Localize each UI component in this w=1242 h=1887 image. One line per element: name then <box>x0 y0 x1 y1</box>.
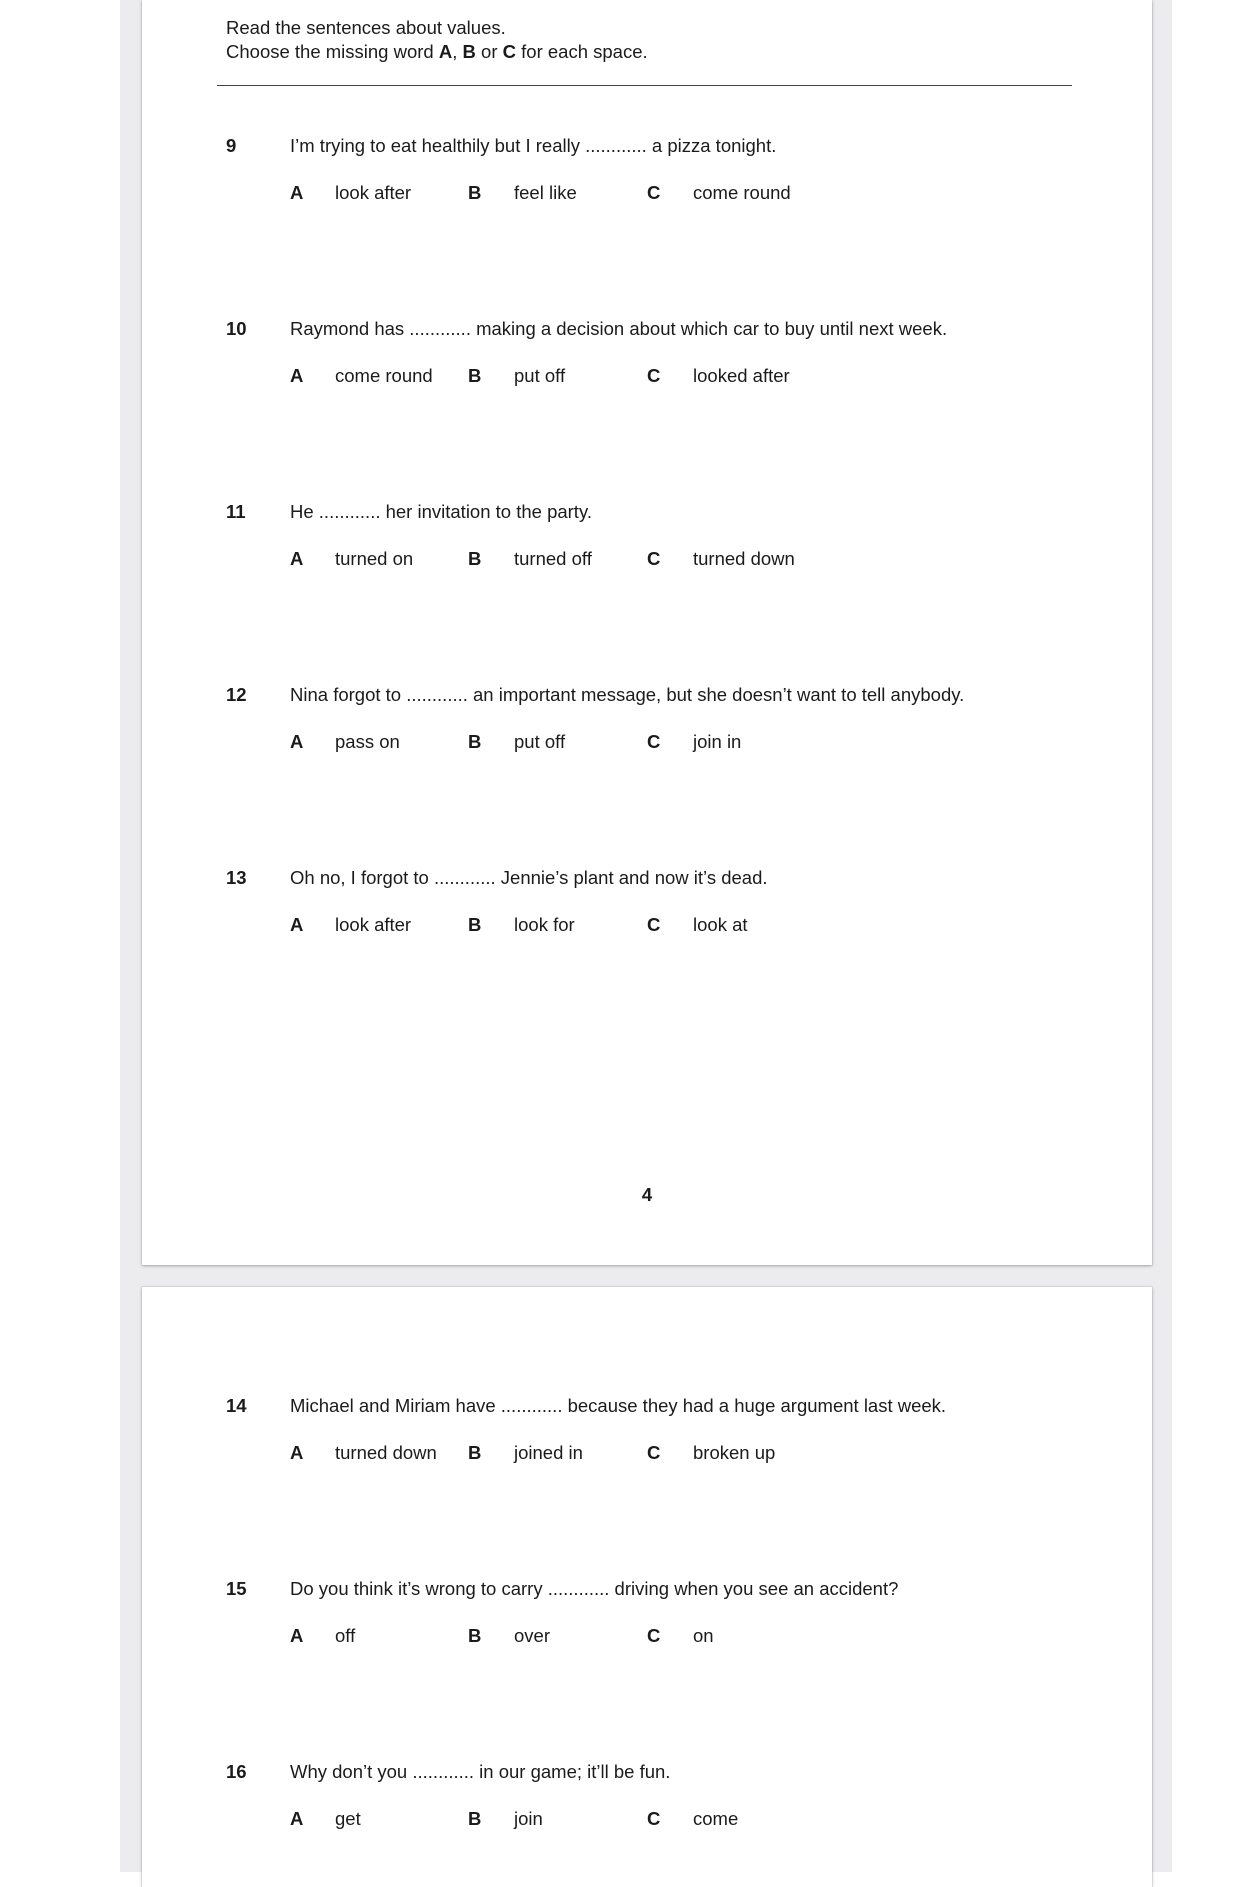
question-number: 11 <box>226 501 246 522</box>
question-number: 15 <box>226 1578 247 1599</box>
option-letter-c: C <box>647 914 661 935</box>
question-14 <box>142 1394 1152 1474</box>
question-11 <box>142 500 1152 580</box>
question-text: Oh no, I forgot to ............ Jennie’s plant and now it’s dead. <box>290 867 768 888</box>
option-letter-b: B <box>468 1625 482 1646</box>
document-page <box>142 1287 1152 1887</box>
instructions <box>226 16 648 64</box>
instruction-text: for each space. <box>516 41 648 62</box>
option-letter-a: A <box>290 731 304 752</box>
question-text: Why don’t you ............ in our game; it’ll be fun. <box>290 1761 671 1782</box>
option-c: come round <box>693 182 791 203</box>
instruction-text: or <box>475 41 503 62</box>
option-letter-c: C <box>647 731 661 752</box>
question-text: He ............ her invitation to the party. <box>290 501 592 522</box>
option-letter-c: C <box>647 548 661 569</box>
option-a: off <box>335 1625 356 1646</box>
option-b: joined in <box>514 1442 583 1463</box>
page-number: 4 <box>641 1184 653 1205</box>
option-letter-b: B <box>468 914 482 935</box>
divider <box>217 85 1072 86</box>
option-letter-b: B <box>468 548 482 569</box>
option-letter-b: B <box>468 731 482 752</box>
option-letter-a: A <box>290 365 304 386</box>
question-13 <box>142 866 1152 946</box>
option-letter-b: B <box>468 182 482 203</box>
option-b: look for <box>514 914 575 935</box>
option-c: looked after <box>693 365 790 386</box>
question-15 <box>142 1577 1152 1657</box>
question-number: 12 <box>226 684 247 705</box>
option-letter-a: A <box>290 914 304 935</box>
option-letter-a: A <box>290 1442 304 1463</box>
option-a: pass on <box>335 731 400 752</box>
option-c: on <box>693 1625 714 1646</box>
option-b: over <box>514 1625 550 1646</box>
instruction-letter-b: B <box>462 41 476 62</box>
option-a: look after <box>335 914 412 935</box>
question-text: Raymond has ............ making a decision about which car to buy until next week. <box>290 318 948 339</box>
option-a: turned on <box>335 548 414 569</box>
instruction-letter-a: A <box>438 41 453 62</box>
option-a: look after <box>335 182 412 203</box>
option-letter-c: C <box>647 365 661 386</box>
option-a: turned down <box>335 1442 437 1463</box>
question-text: Nina forgot to ............ an important message, but she doesn’t want to tell anybody. <box>290 684 965 705</box>
question-10 <box>142 317 1152 397</box>
option-letter-c: C <box>647 1808 661 1829</box>
option-a: get <box>335 1808 361 1829</box>
option-letter-b: B <box>468 1442 482 1463</box>
option-b: put off <box>514 365 566 386</box>
instruction-line-2 <box>226 40 648 64</box>
question-text: Do you think it’s wrong to carry ............ driving when you see an accident? <box>290 1578 899 1599</box>
option-b: turned off <box>514 548 592 569</box>
option-letter-b: B <box>468 365 482 386</box>
option-letter-b: B <box>468 1808 482 1829</box>
question-number: 10 <box>226 318 247 339</box>
option-letter-c: C <box>647 1625 661 1646</box>
option-a: come round <box>335 365 433 386</box>
option-b: feel like <box>514 182 577 203</box>
question-number: 16 <box>226 1761 247 1782</box>
question-text: I’m trying to eat healthily but I really ............ a pizza tonight. <box>290 135 777 156</box>
option-letter-a: A <box>290 1808 304 1829</box>
question-12 <box>142 683 1152 763</box>
question-text: Michael and Miriam have ............ because they had a huge argument last week. <box>290 1395 947 1416</box>
option-letter-a: A <box>290 548 304 569</box>
instruction-text: , <box>452 41 463 62</box>
option-letter-c: C <box>647 1442 661 1463</box>
option-c: come <box>693 1808 739 1829</box>
question-16 <box>142 1760 1152 1840</box>
question-number: 13 <box>226 867 247 888</box>
option-c: broken up <box>693 1442 776 1463</box>
question-number: 14 <box>226 1395 247 1416</box>
option-letter-c: C <box>647 182 661 203</box>
option-b: join <box>514 1808 543 1829</box>
option-b: put off <box>514 731 566 752</box>
question-9 <box>142 134 1152 214</box>
option-c: join in <box>693 731 742 752</box>
option-c: turned down <box>693 548 795 569</box>
option-letter-a: A <box>290 1625 304 1646</box>
option-letter-a: A <box>290 182 304 203</box>
option-c: look at <box>693 914 748 935</box>
instruction-text: Choose the missing word <box>226 41 439 62</box>
document-page <box>142 0 1152 1265</box>
question-number: 9 <box>226 135 237 156</box>
instruction-line-1: Read the sentences about values. <box>226 17 506 38</box>
instruction-letter-c: C <box>502 41 516 62</box>
